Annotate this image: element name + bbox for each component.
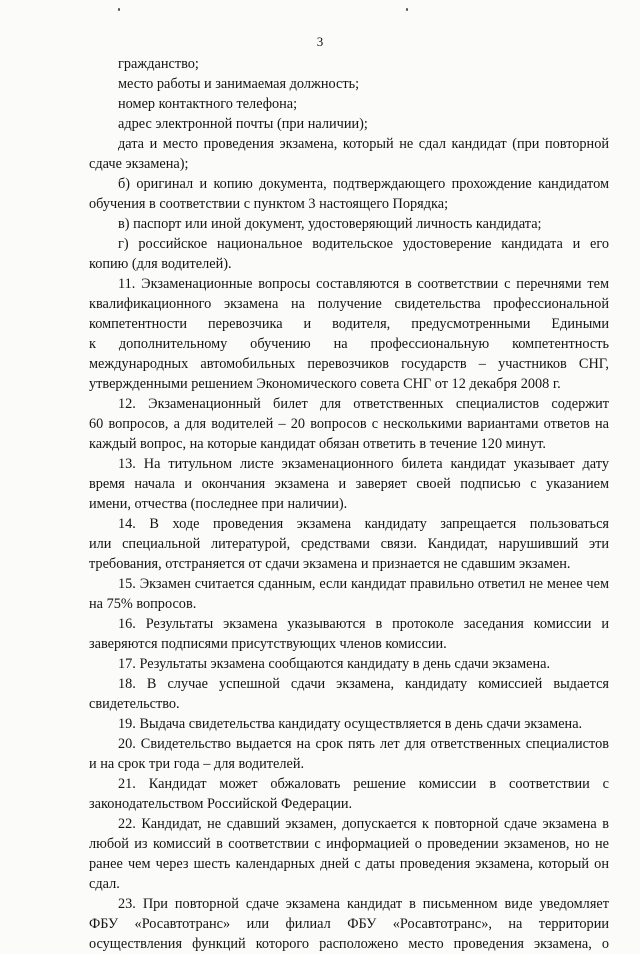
text-line: 21. Кандидат может обжаловать решение комиссии в соответствии с — [118, 776, 609, 792]
scan-speck — [406, 8, 408, 11]
text-line: 22. Кандидат, не сдавший экзамен, допускается к повторной сдаче экзамена в — [118, 816, 609, 832]
text-line: осуществления функций которого расположено место проведения экзамена, о — [89, 936, 609, 952]
text-line: 19. Выдача свидетельства кандидату осуществляется в день сдачи экзамена. — [118, 716, 583, 732]
page-number: 3 — [316, 34, 324, 49]
text-line: адрес электронной почты (при наличии); — [118, 116, 368, 132]
text-line: сдал. — [89, 876, 120, 892]
text-line: копию (для водителей). — [89, 256, 232, 272]
text-line: 15. Экзамен считается сданным, если кандидат правильно ответил не менее чем — [118, 576, 609, 592]
text-line: на 75% вопросов. — [89, 596, 197, 612]
text-line: дата и место проведения экзамена, который не сдал кандидат (при повторной — [118, 136, 609, 152]
text-line: компетентности перевозчика и водителя, предусмотренными Едиными — [89, 316, 609, 332]
text-line: свидетельство. — [89, 696, 180, 712]
text-line: г) российское национальное водительское удостоверение кандидата и его — [118, 236, 609, 252]
text-line: 11. Экзаменационные вопросы составляются в соответствии с перечнями тем — [118, 276, 609, 292]
text-line: сдаче экзамена); — [89, 156, 189, 172]
text-line: время начала и окончания экзамена и заверяет своей подписью с указанием — [89, 476, 609, 492]
text-line: 60 вопросов, а для водителей – 20 вопросов с несколькими вариантами ответов на — [89, 416, 609, 432]
text-line: место работы и занимаемая должность; — [118, 76, 360, 92]
text-line: утвержденными решением Экономического совета СНГ от 12 декабря 2008 г. — [89, 376, 561, 392]
text-line: каждый вопрос, на которые кандидат обязан ответить в течение 120 минут. — [89, 436, 546, 452]
text-line: 14. В ходе проведения экзамена кандидату запрещается пользоваться — [118, 516, 609, 532]
text-line: ранее чем через шесть календарных дней с даты проведения экзамена, который он — [89, 856, 609, 872]
text-line: обучения в соответствии с пунктом 3 настоящего Порядка; — [89, 196, 449, 212]
text-line: к дополнительному обучению на профессиональную компетентность — [89, 336, 609, 352]
text-line: заверяются подписями присутствующих членов комиссии. — [89, 636, 447, 652]
text-line: или специальной литературой, средствами связи. Кандидат, нарушивший эти — [89, 536, 609, 552]
text-line: 23. При повторной сдаче экзамена кандидат в письменном виде уведомляет — [118, 896, 609, 912]
text-line: любой из комиссий в соответствии с информацией о проведении экзаменов, но не — [89, 836, 609, 852]
document-body — [89, 54, 609, 954]
text-line: 18. В случае успешной сдачи экзамена, кандидату комиссией выдается — [118, 676, 609, 692]
text-line: б) оригинал и копию документа, подтверждающего прохождение кандидатом — [118, 176, 609, 192]
text-line: 17. Результаты экзамена сообщаются кандидату в день сдачи экзамена. — [118, 656, 551, 672]
text-line: 13. На титульном листе экзаменационного билета кандидат указывает дату — [118, 456, 609, 472]
text-line: номер контактного телефона; — [118, 96, 298, 112]
scan-speck — [118, 8, 120, 11]
text-line: гражданство; — [118, 56, 199, 72]
text-line: имени, отчества (последнее при наличии). — [89, 496, 348, 512]
text-line: 20. Свидетельство выдается на срок пять лет для ответственных специалистов — [118, 736, 609, 752]
text-line: законодательством Российской Федерации. — [89, 796, 353, 812]
text-line: 12. Экзаменационный билет для ответственных специалистов содержит — [118, 396, 609, 412]
text-line: требования, отстраняется от сдачи экзамена и признается не сдавшим экзамен. — [89, 556, 571, 572]
text-line: 16. Результаты экзамена указываются в протоколе заседания комиссии и — [118, 616, 609, 632]
text-line: в) паспорт или иной документ, удостоверяющий личность кандидата; — [118, 216, 542, 232]
text-line: ФБУ «Росавтотранс» или филиал ФБУ «Росавтотранс», на территории — [89, 916, 609, 932]
text-line: международных автомобильных перевозчиков государств – участников СНГ, — [89, 356, 609, 372]
text-line: и на срок три года – для водителей. — [89, 756, 305, 772]
text-line: квалификационного экзамена на получение свидетельства профессиональной — [89, 296, 609, 312]
